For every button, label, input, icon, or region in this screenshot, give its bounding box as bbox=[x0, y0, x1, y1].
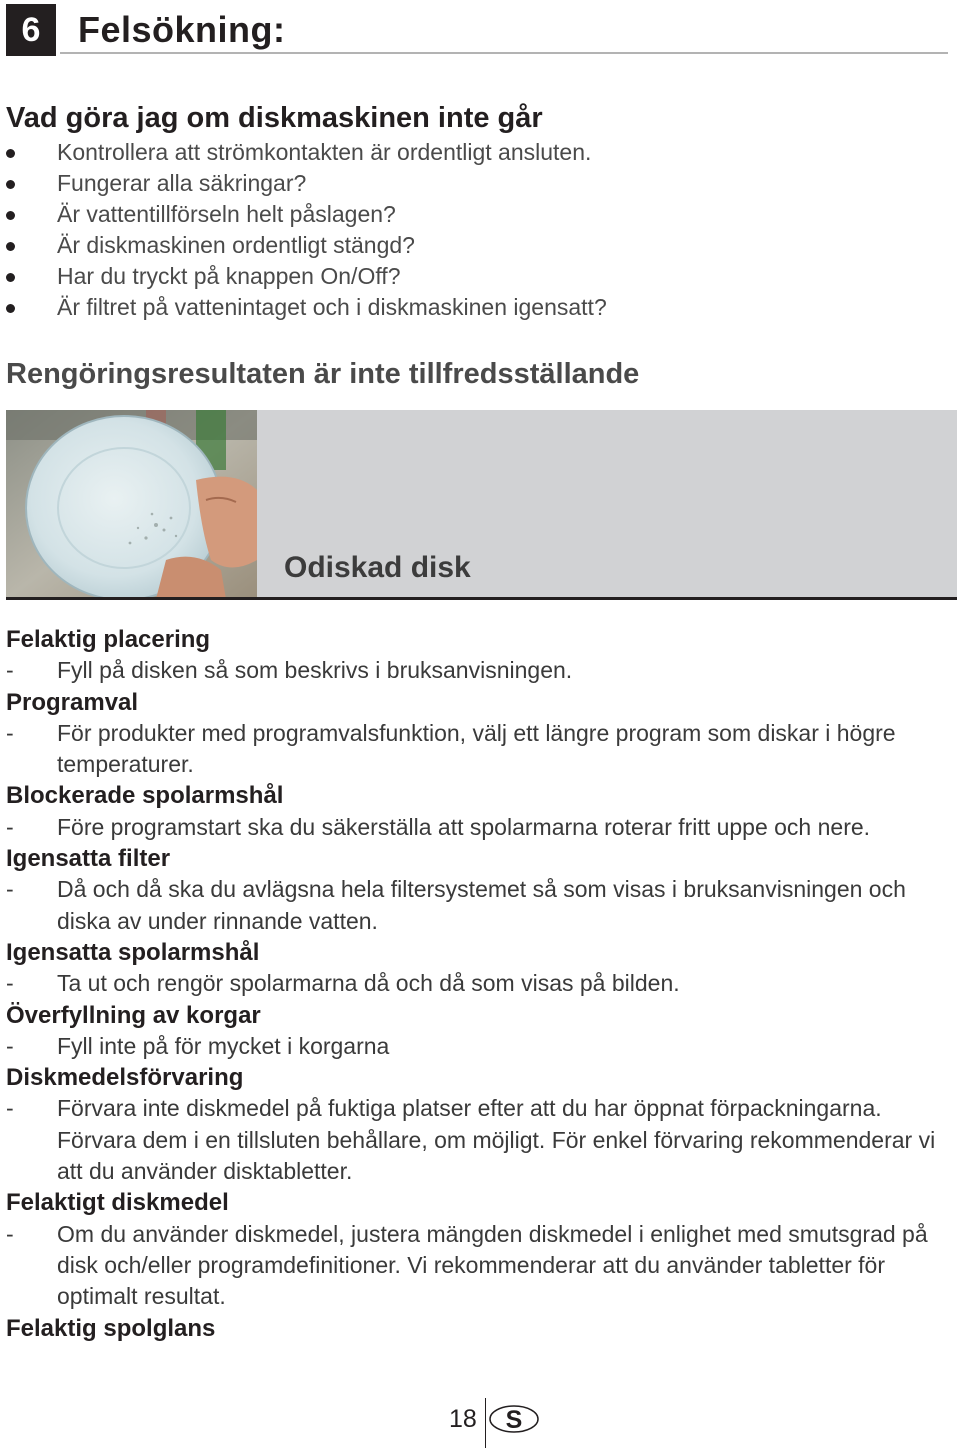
item-title: Blockerade spolarmshål bbox=[6, 782, 284, 810]
banner-caption: Odiskad disk bbox=[284, 551, 471, 584]
item-title: Programval bbox=[6, 688, 139, 716]
dash-marker: - bbox=[6, 970, 14, 997]
list-item-text: Har du tryckt på knappen On/Off? bbox=[57, 263, 401, 289]
section-heading-not-running: Vad göra jag om diskmaskinen inte går bbox=[6, 102, 543, 134]
item-description-text: För produkter med programvalsfunktion, välj ett längre program som diskar i högre temperaturer. bbox=[57, 719, 896, 778]
page-title: Felsökning: bbox=[78, 9, 286, 50]
language-code: S bbox=[505, 1406, 523, 1434]
item-description bbox=[0, 1031, 960, 1062]
dash-marker: - bbox=[6, 813, 14, 840]
item-title: Igensatta filter bbox=[6, 845, 171, 873]
page-number: 18 bbox=[449, 1405, 477, 1433]
dash-marker: - bbox=[6, 876, 14, 903]
item-description-text: Fyll på disken så som beskrivs i bruksanvisningen. bbox=[57, 657, 573, 684]
list-item bbox=[0, 168, 607, 199]
item-description-text: Då och då ska du avlägsna hela filtersystemet så som visas i bruksanvisningen och diska av under rinnande vatten. bbox=[57, 876, 906, 934]
list-item bbox=[0, 261, 607, 292]
dash-marker: - bbox=[6, 719, 14, 746]
section-heading-cleaning-results: Rengöringsresultaten är inte tillfredsställande bbox=[6, 358, 640, 390]
banner-divider bbox=[6, 597, 957, 600]
list-item bbox=[0, 137, 607, 168]
troubleshooting-item bbox=[0, 843, 960, 937]
list-item bbox=[0, 199, 607, 230]
troubleshooting-item bbox=[0, 624, 960, 687]
item-description bbox=[0, 968, 960, 999]
language-badge bbox=[488, 1404, 540, 1434]
dash-marker: - bbox=[6, 1095, 14, 1122]
bullet-icon bbox=[6, 211, 15, 220]
item-description bbox=[0, 812, 960, 843]
item-description bbox=[0, 1093, 960, 1187]
item-description bbox=[0, 1219, 960, 1313]
item-description-text: Om du använder diskmedel, justera mängden diskmedel i enlighet med smutsgrad på disk och/eller programdefinitioner. Vi rekommenderar att du använder tabletter för optimalt resultat. bbox=[57, 1220, 928, 1310]
list-item-text: Är vattentillförseln helt påslagen? bbox=[57, 201, 396, 227]
item-description-text: Förvara inte diskmedel på fuktiga platser efter att du har öppnat förpackningarna. Förvara dem i en tillsluten behållare, om möjligt. För enkel förvaring rekommenderar vi att du använder disktabletter. bbox=[57, 1095, 936, 1185]
item-description-text: Ta ut och rengör spolarmarna då och då som visas på bilden. bbox=[57, 970, 680, 997]
item-title: Felaktig spolglans bbox=[6, 1314, 216, 1342]
item-title: Diskmedelsförvaring bbox=[6, 1064, 244, 1092]
item-title: Felaktigt diskmedel bbox=[6, 1189, 229, 1217]
list-item bbox=[0, 230, 607, 261]
item-description-text: Fyll inte på för mycket i korgarna bbox=[57, 1032, 390, 1059]
troubleshooting-item bbox=[0, 1062, 960, 1187]
troubleshooting-item bbox=[0, 1187, 960, 1312]
bullet-icon bbox=[6, 242, 15, 251]
dash-marker: - bbox=[6, 1032, 14, 1059]
item-description bbox=[0, 874, 960, 937]
item-description bbox=[0, 655, 960, 686]
troubleshooting-list bbox=[0, 624, 960, 1344]
bullet-icon bbox=[6, 149, 15, 158]
item-title: Igensatta spolarmshål bbox=[6, 938, 260, 966]
list-item-text: Är filtret på vattenintaget och i diskmaskinen igensatt? bbox=[57, 294, 607, 320]
list-item bbox=[0, 292, 607, 323]
troubleshooting-item bbox=[0, 780, 960, 843]
item-title: Felaktig placering bbox=[6, 626, 211, 653]
bullet-icon bbox=[6, 273, 15, 282]
item-title: Överfyllning av korgar bbox=[6, 1001, 261, 1029]
troubleshooting-item bbox=[0, 1313, 960, 1344]
item-description bbox=[0, 718, 960, 781]
checklist bbox=[0, 137, 607, 323]
list-item-text: Är diskmaskinen ordentligt stängd? bbox=[57, 232, 415, 258]
list-item-text: Fungerar alla säkringar? bbox=[57, 170, 307, 196]
footer-divider bbox=[485, 1398, 486, 1448]
bullet-icon bbox=[6, 304, 15, 313]
dash-marker: - bbox=[6, 657, 14, 684]
bullet-icon bbox=[6, 180, 15, 189]
troubleshooting-item bbox=[0, 1000, 960, 1063]
header-divider bbox=[60, 52, 948, 54]
item-description-text: Före programstart ska du säkerställa att spolarmarna roterar fritt uppe och nere. bbox=[57, 813, 871, 840]
dirty-plate-photo bbox=[6, 410, 257, 599]
troubleshooting-item bbox=[0, 937, 960, 1000]
troubleshooting-item bbox=[0, 687, 960, 781]
list-item-text: Kontrollera att strömkontakten är ordentligt ansluten. bbox=[57, 139, 592, 165]
dash-marker: - bbox=[6, 1220, 14, 1247]
section-number-badge: 6 bbox=[6, 4, 56, 56]
